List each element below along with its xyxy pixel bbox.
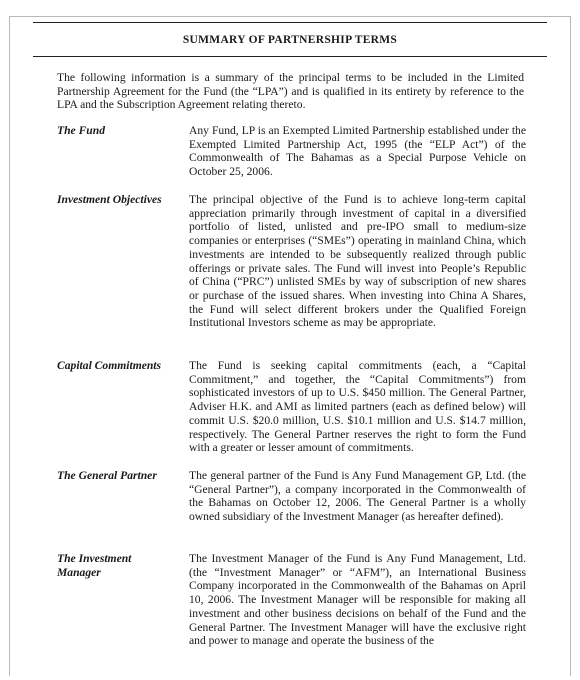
- term-body: Any Fund, LP is an Exempted Limited Partnership established under the Exempted Limited Partnership Act, 1995 (the “ELP Act”) of the Commonwealth of The Bahamas as a Special Purpose Vehicle on October 25, 2006.: [189, 124, 526, 179]
- term-body: The principal objective of the Fund is to achieve long-term capital appreciation primarily through investment of capital in a diversified portfolio of listed, unlisted and pre-IPO small to medium-size companies or enterprises (“SMEs”) operating in mainland China, which investments are intended to be subsequently realized through public offerings or private sales. The Fund will invest into People’s Republic of China (“PRC”) unlisted SMEs by way of subscription of new shares or purchase of the issued shares. When investing into China A Shares, the Fund will select different brokers under the Qualified Foreign Institutional Investors scheme as may be appropriate.: [189, 193, 526, 330]
- term-label: The Fund: [57, 124, 105, 137]
- term-body: The Fund is seeking capital commitments (each, a “Capital Commitment,” and together, the “Capital Commitments”) from sophisticated investors of up to U.S. $450 million. The General Partner, Adviser H.K. and AMI as limited partners (each as defined below) will commit U.S. $20.0 million, U.S. $10.1 million and U.S. $14.7 million, respectively. The General Partner reserves the right to form the Fund with a greater or lesser amount of commitments.: [189, 359, 526, 455]
- term-label: Capital Commitments: [57, 359, 162, 372]
- term-label: Investment Objectives: [57, 193, 162, 206]
- term-body: The Investment Manager of the Fund is Any Fund Management, Ltd. (the “Investment Manager” or “AFM”), an International Business Company incorporated in the Commonwealth of the Bahamas on April 10, 2006. The Investment Manager will be responsible for making all investment and other business decisions on behalf of the Fund and the General Partner. The Investment Manager will have the exclusive right and power to manage and operate the business of the: [189, 552, 526, 648]
- top-rule: [33, 22, 547, 23]
- page-title: SUMMARY OF PARTNERSHIP TERMS: [182, 34, 398, 46]
- term-body: The general partner of the Fund is Any Fund Management GP, Ltd. (the “General Partner”), a company incorporated in the Commonwealth of the Bahamas on October 12, 2006. The General Partner is a wholly owned subsidiary of the Investment Manager (as hereafter defined).: [189, 469, 526, 524]
- title-rule: [33, 56, 547, 57]
- term-label: The Investment Manager: [57, 552, 132, 579]
- intro-paragraph: The following information is a summary of the principal terms to be included in the Limited Partnership Agreement for the Fund (the “LPA”) and is qualified in its entirety by reference to the LPA and the Subscription Agreement relating thereto.: [57, 71, 524, 112]
- term-label: The General Partner: [57, 469, 157, 482]
